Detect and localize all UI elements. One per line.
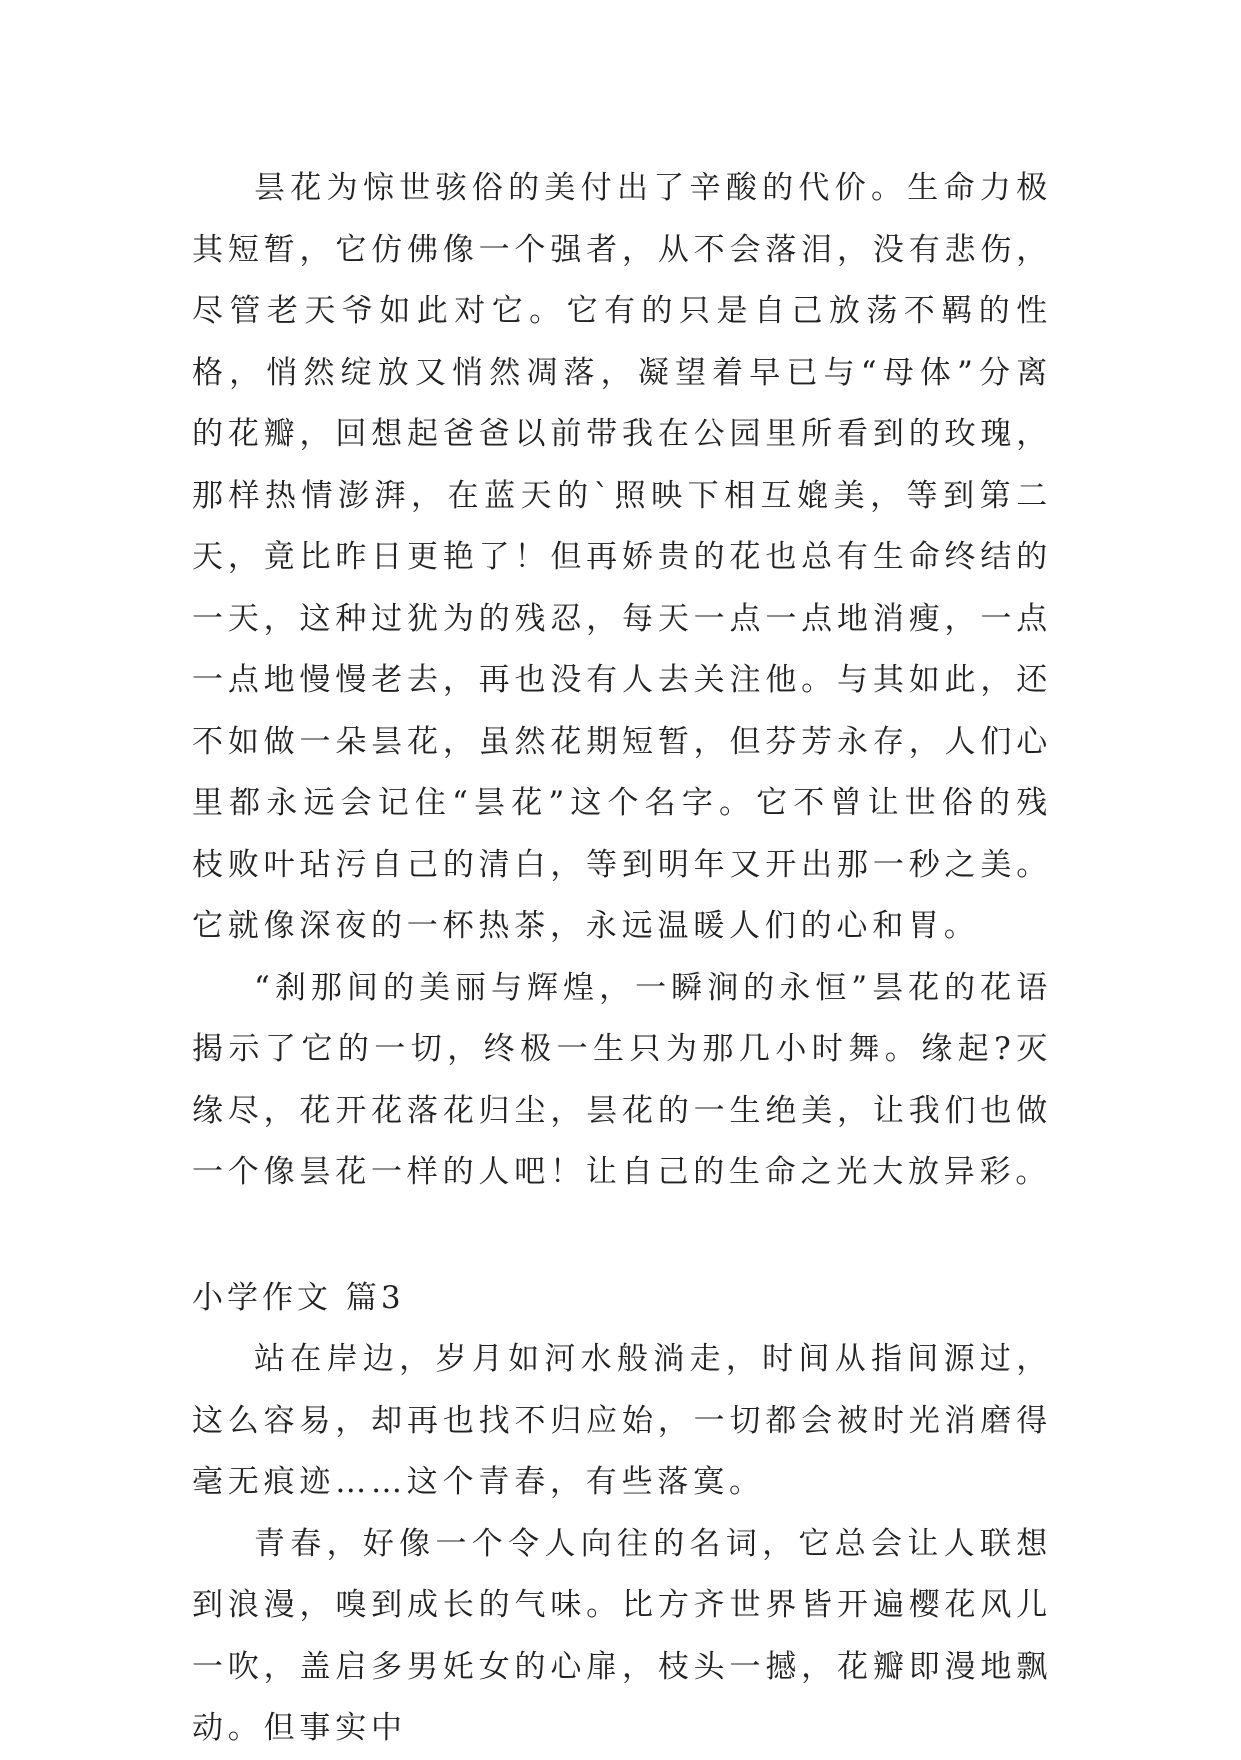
paragraph-tanhua-flower-language: “刹那间的美丽与辉煌，一瞬涧的永恒”昙花的花语揭示了它的一切，终极一生只为那几小时舞。缘起?灭缘尽，花开花落花归尘，昙花的一生绝美，让我们也做一个像昙花一样的人吧！让自己的生命之光大放异彩。 [192,969,1052,1190]
paragraph-tanhua-cost: 昙花为惊世骇俗的美付出了辛酸的代价。生命力极其短暂，它仿佛像一个强者，从不会落泪，没有悲伤，尽管老天爷如此对它。它有的只是自己放荡不羁的性格，悄然绽放又悄然凋落，凝望着早已与“母体”分离的花瓣，回想起爸爸以前带我在公园里所看到的玫瑰，那样热情澎湃，在蓝天的`照映下相互媲美，等到第二天，竟比昨日更艳了！但再娇贵的花也总有生命终结的一天，这种过犹为的残忍，每天一点一点地消瘦，一点一点地慢慢老去，再也没有人去关注他。与其如此，还不如做一朵昙花，虽然花期短暂，但芬芳永存，人们心里都永远会记住“昙花”这个名字。它不曾让世俗的残枝败叶玷污自己的清白，等到明年又开出那一秒之美。它就像深夜的一杯热茶，永远温暖人们的心和胃。 [192,170,1052,944]
paragraph-riverbank: 站在岸边，岁月如河水般淌走，时间从指间源过，这么容易，却再也找不归应始，一切都会被时光消磨得毫无痕迹……这个青春，有些落寞。 [192,1341,1052,1500]
section-heading: 小学作文 篇3 [192,1279,405,1316]
document-body [192,158,1052,1760]
paragraph-youth: 青春，好像一个令人向往的名词，它总会让人联想到浪漫，嗅到成长的气味。比方齐世界皆开遍樱花风儿一吹，盖启多男奼女的心扉，枝头一撼，花瓣即漫地飘动。但事实中 [192,1525,1052,1746]
